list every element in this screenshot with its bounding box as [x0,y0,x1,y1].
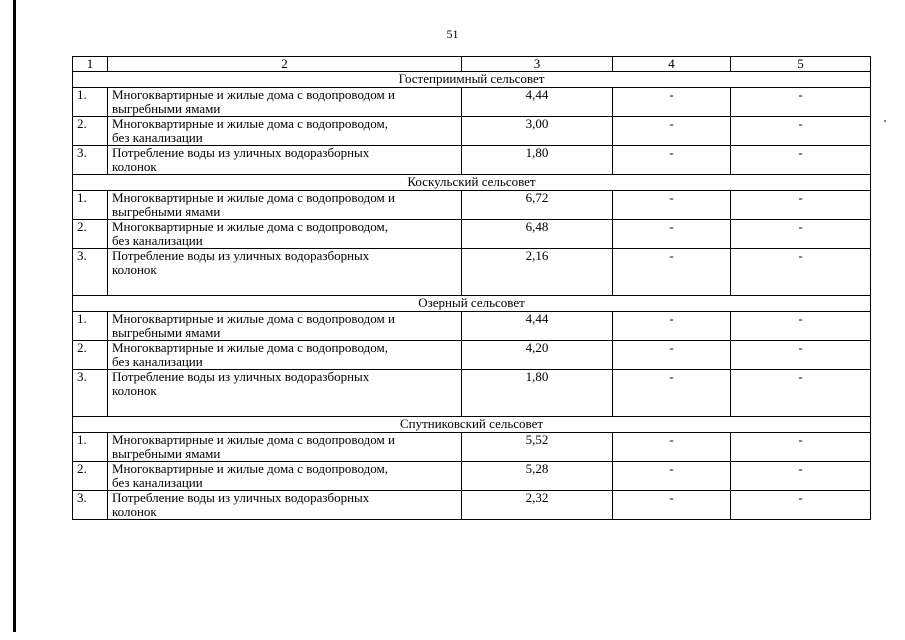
table-row [73,370,871,417]
row-value-3: 1,80 [462,146,613,175]
desc-line-1: Многоквартирные и жилые дома с водопроводом, [112,219,388,234]
row-number: 3. [73,491,108,520]
desc-line-1: Многоквартирные и жилые дома с водопроводом и [112,190,395,205]
section-title-row [73,417,871,433]
row-value-4: - [613,191,731,220]
header-row [73,57,871,72]
row-value-5: - [731,433,871,462]
table-row [73,117,871,146]
row-number: 3. [73,249,108,296]
desc-line-2: выгребными ямами [112,204,221,219]
row-number: 2. [73,220,108,249]
row-value-3: 6,72 [462,191,613,220]
row-number: 1. [73,88,108,117]
row-value-4: - [613,117,731,146]
row-number: 2. [73,462,108,491]
scan-speck [884,120,886,122]
row-description [108,491,462,520]
desc-line-2: колонок [112,504,157,519]
table-row [73,191,871,220]
table-row [73,88,871,117]
row-value-4: - [613,88,731,117]
desc-line-1: Многоквартирные и жилые дома с водопроводом и [112,311,395,326]
row-value-4: - [613,491,731,520]
row-description [108,462,462,491]
section-title-row [73,296,871,312]
header-cell-4: 4 [613,57,731,72]
row-description [108,341,462,370]
desc-line-2: колонок [112,159,157,174]
header-cell-2: 2 [108,57,462,72]
row-value-5: - [731,370,871,417]
row-value-4: - [613,249,731,296]
row-value-5: - [731,117,871,146]
row-value-3: 4,44 [462,312,613,341]
header-cell-5: 5 [731,57,871,72]
desc-line-1: Многоквартирные и жилые дома с водопроводом и [112,432,395,447]
row-number: 1. [73,191,108,220]
table-row [73,491,871,520]
page-number: 51 [446,27,459,41]
desc-line-2: выгребными ямами [112,325,221,340]
table-row [73,312,871,341]
table-row [73,220,871,249]
row-value-4: - [613,462,731,491]
row-description [108,433,462,462]
row-value-4: - [613,220,731,249]
tariff-table [72,56,871,520]
row-value-5: - [731,312,871,341]
desc-line-1: Потребление воды из уличных водоразборных [112,248,370,263]
row-value-3: 4,20 [462,341,613,370]
desc-line-2: без канализации [112,233,203,248]
desc-line-1: Потребление воды из уличных водоразборных [112,145,370,160]
row-value-5: - [731,220,871,249]
header-cell-3: 3 [462,57,613,72]
row-description [108,88,462,117]
row-value-5: - [731,491,871,520]
table-row [73,341,871,370]
row-number: 2. [73,117,108,146]
row-value-3: 4,44 [462,88,613,117]
row-value-5: - [731,249,871,296]
row-value-5: - [731,146,871,175]
row-value-4: - [613,312,731,341]
row-value-3: 1,80 [462,370,613,417]
row-description [108,220,462,249]
row-value-4: - [613,433,731,462]
desc-line-1: Многоквартирные и жилые дома с водопроводом и [112,87,395,102]
row-value-3: 5,28 [462,462,613,491]
row-description [108,191,462,220]
desc-line-1: Потребление воды из уличных водоразборных [112,369,370,384]
section-title: Гостеприимный сельсовет [73,72,871,88]
row-number: 1. [73,312,108,341]
row-number: 1. [73,433,108,462]
section-title: Озерный сельсовет [73,296,871,312]
desc-line-1: Многоквартирные и жилые дома с водопроводом, [112,461,388,476]
row-value-5: - [731,341,871,370]
desc-line-1: Потребление воды из уличных водоразборных [112,490,370,505]
desc-line-1: Многоквартирные и жилые дома с водопроводом, [112,340,388,355]
section-title-row [73,72,871,88]
row-number: 2. [73,341,108,370]
row-value-3: 3,00 [462,117,613,146]
desc-line-2: без канализации [112,354,203,369]
row-value-3: 2,32 [462,491,613,520]
row-value-4: - [613,370,731,417]
row-number: 3. [73,370,108,417]
section-title: Спутниковский сельсовет [73,417,871,433]
table-row [73,462,871,491]
row-description [108,249,462,296]
table-row [73,249,871,296]
desc-line-2: без канализации [112,130,203,145]
table-row [73,433,871,462]
desc-line-2: колонок [112,383,157,398]
section-title-row [73,175,871,191]
desc-line-2: без канализации [112,475,203,490]
row-value-3: 2,16 [462,249,613,296]
left-margin-bar [13,0,16,632]
row-value-5: - [731,88,871,117]
row-value-4: - [613,341,731,370]
row-value-4: - [613,146,731,175]
row-description [108,370,462,417]
row-value-5: - [731,462,871,491]
row-number: 3. [73,146,108,175]
row-value-3: 5,52 [462,433,613,462]
row-value-5: - [731,191,871,220]
desc-line-2: колонок [112,262,157,277]
desc-line-2: выгребными ямами [112,446,221,461]
row-description [108,146,462,175]
desc-line-2: выгребными ямами [112,101,221,116]
row-value-3: 6,48 [462,220,613,249]
table-row [73,146,871,175]
row-description [108,117,462,146]
section-title: Коскульский сельсовет [73,175,871,191]
header-cell-1: 1 [73,57,108,72]
row-description [108,312,462,341]
desc-line-1: Многоквартирные и жилые дома с водопроводом, [112,116,388,131]
